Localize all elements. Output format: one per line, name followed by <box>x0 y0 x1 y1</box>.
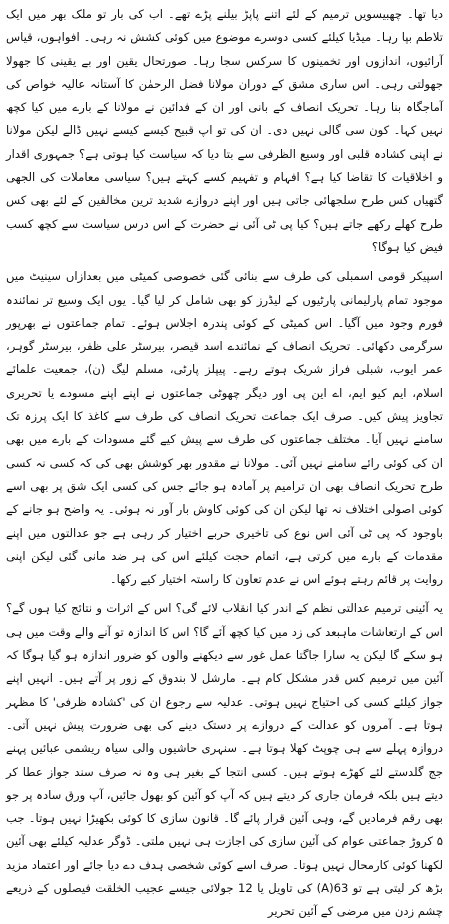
article-paragraph-3: یہ آئینی ترمیم عدالتی نظم کے اندر کیا انقلاب لائے گی؟ اس کے اثرات و نتائج کیا ہوں گے؟ اس کے ارتعاشات ماہبعد کی زد میں کیا کچھ آئے گا؟ اس کا اندازہ تو آنے والے وقت میں ہی ہو سکے گا لیکن یہ سارا جاگتا عمل غور سے دیکھنے والوں کو ضرور اندازہ ہو گیا ہوگا کہ آئین میں ترمیم کس قدر مشکل کام ہے۔ مارشل لا بندوق کے زور پر آتے ہیں۔ انہیں اپنے جواز کیلئے کسی کی احتیاج نہیں ہوتی۔ عدلیہ سے رجوع ان کی 'کشادہ ظرفی' کا مظہر ہوتا ہے۔ آمروں کو عدالت کے دروازے پر دستک دینے کی بھی ضرورت پیش نہیں آتی۔ دروازہ پہلے سے ہی چوپٹ کھلا ہوتا ہے۔ سنہری حاشیوں والی سیاہ ریشمی عبائیں پہنے جج گلدستے لئے کھڑے ہوتے ہیں۔ کسی انتجا کے بغیر ہی وہ نہ صرف سند جواز عطا کر دیتے ہیں بلکہ فرمان جاری کر دیتے ہیں کہ آپ کو آئین کو بھول جائیں، آپ ورق سادہ پر جو بھی رقم فرمادیں گے، وہی آئین قرار پائے گا۔ قانون سازی کا کوئی بکھیڑا نہیں ہوتا۔ جب ۵ کروڑ جماعتی عوام کی آئین سازی کی اجازت ہی نہیں ملتی۔ ڈوگر عدلیہ کیلئے بھی آئین لکھنا کوئی کارمحال نہیں ہوتا۔ صرف اسے کوئی شخصی ہدف دے دیا جائے اور اعتماد مزید بڑھ کر لیتی ہے تو 63(A) کی تاویل یا 12 جولائی جیسے عجیب الخلقت فیصلوں کے ذریعے چشم زدن میں مرضی کے آئین تحریر <box>6 601 443 919</box>
article-paragraph-2: اسپیکر قومی اسمبلی کی طرف سے بنائی گئی خصوصی کمیٹی میں بعدازاں سینیٹ میں موجود تمام پارلیمانی پارٹیوں کے لیڈرز کو بھی شامل کر لیا گیا۔ یوں ایک وسیع تر نمائندہ فورم وجود میں آگیا۔ اس کمیٹی کے کوئی پندرہ اجلاس ہوئے۔ تمام جماعتوں نے بھرپور سرگرمی دکھائی۔ تحریک انصاف کے نمائندے اسد قیصر، بیرسٹر علی ظفر، بیرسٹر گوہر، عمر ایوب، شبلی فراز شریک ہوتے رہے۔ پیپلز پارٹی، مسلم لیگ (ن)، جمعیت علمائے اسلام، ایم کیو ایم، اے این پی اور دیگر چھوٹی جماعتوں نے اپنے اپنے مسودے یا تحریری تجاویز پیش کیں۔ صرف ایک جماعت تحریک انصاف کی طرف سے کاغذ کا ایک پرزہ تک سامنے نہیں آیا۔ مختلف جماعتوں کی طرف سے پیش کیے گئے مسودات کے بارے میں بھی ان کی کوئی رائے سامنے نہیں آئی۔ مولانا نے مقدور بھر کوشش بھی کی کہ کسی نہ کسی طرح تحریک انصاف بھی ان ترامیم پر آمادہ ہو جائے جس کی کسی ایک شق پر بھی اسے کوئی اصولی اختلاف نہ تھا لیکن ان کی کوئی کاوش بار آور نہ ہوئی۔ یہ واضح ہو جانے کے باوجود کہ پی ٹی آئی اس نوع کی تاخیری حربے اختیار کر رہی ہے جو عدالتوں میں اپنے مقدمات کے بارے میں کرتی ہے، اتمام حجت کیلئے اس کی ہر ضد مانی گئی لیکن اپنی روایت پر قائم رہتے ہوئے اس نے عدم تعاون کا راستہ اختیار کیے رکھا۔ <box>6 269 443 587</box>
article-paragraph-1: دیا تھا۔ چھبیسویں ترمیم کے لئے اتنے پاپڑ بیلنے پڑے تھے۔ اب کی بار تو ملک بھر میں ایک تلاطم بپا رہا۔ میڈیا کیلئے کسی دوسرے موضوع میں کوئی کشش نہ رہی۔ افواہوں، قیاس آرائیوں، اندازوں اور تخمینوں کا سرکس سجا رہا۔ صورتحال یقین اور بے یقینی کا جھولا جھولتی رہی۔ اس ساری مشق کے دوران مولانا فضل الرحمٰن کا آستانہ عالیہ خواص کی آماجگاہ بنا رہا۔ تحریک انصاف کے بانی اور ان کے فدائین نے مولانا کے بارے میں کیا کچھ نہیں کہا۔ کون سی گالی نہیں دی۔ ان کی تو اپ قبیح کیسے کیسے نہیں ڈالے لیکن مولانا نے اپنی کشادہ قلبی اور وسیع الظرفی سے بتا دیا کہ سیاست کیا ہوتی ہے؟ جمہوری اقدار و اخلاقیات کا تقاضا کیا ہے؟ افہام و تفہیم کسے کہتے ہیں؟ سیاسی معاملات کی الجھی گتھیاں کس طرح سلجھائی جاتی ہیں اور اپنے دروازے شدید ترین مخالفین کے لئے بھی کس طرح کھلے رکھے جاتے ہیں؟ کیا پی ٹی آئی نے حضرت کے اس درس سیاست سے کچھ کسب فیض کیا ہوگا؟ <box>6 7 443 254</box>
